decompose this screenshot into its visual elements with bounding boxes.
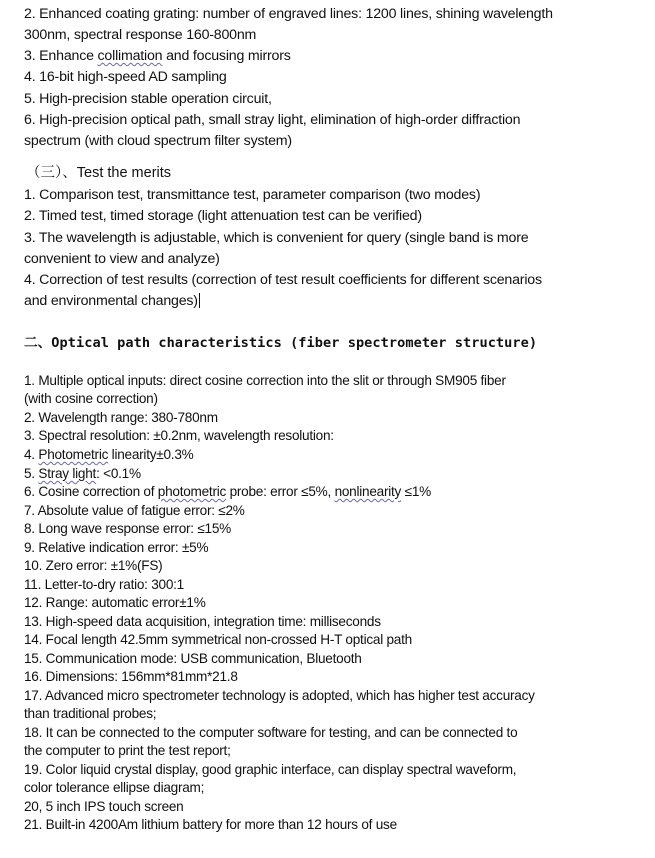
feature-line-6a: 6. High-precision optical path, small stray light, elimination of high-order diffraction bbox=[24, 112, 521, 128]
optical-line-18b: the computer to print the test report; bbox=[24, 743, 231, 758]
spellcheck-underlined-word: collimation bbox=[97, 48, 163, 64]
optical-heading: 二、Optical path characteristics (fiber spectrometer structure) bbox=[24, 335, 538, 351]
text-fragment: and environmental changes) bbox=[24, 293, 198, 309]
feature-line-6b: spectrum (with cloud spectrum filter system) bbox=[24, 133, 292, 149]
spellcheck-underlined-word: photometric bbox=[157, 484, 227, 499]
optical-line-2: 2. Wavelength range: 380-780nm bbox=[24, 410, 218, 425]
optical-line-14: 14. Focal length 42.5mm symmetrical non-crossed H-T optical path bbox=[24, 632, 412, 647]
optical-line-4 bbox=[24, 446, 193, 464]
merits-line-3b: convenient to view and analyze) bbox=[24, 251, 220, 267]
optical-line-18a: 18. It can be connected to the computer software for testing, and can be connected to bbox=[24, 725, 518, 740]
spellcheck-underlined-word: nonlinearity bbox=[334, 484, 402, 499]
text-fragment: and focusing mirrors bbox=[162, 48, 291, 64]
spellcheck-underlined-word: Stray light bbox=[38, 466, 97, 481]
text-fragment: 3. Enhance bbox=[24, 48, 98, 64]
optical-line-9: 9. Relative indication error: ±5% bbox=[24, 540, 209, 555]
optical-line-7: 7. Absolute value of fatigue error: ≤2% bbox=[24, 503, 245, 518]
text-fragment: 5. bbox=[24, 466, 39, 481]
optical-line-10: 10. Zero error: ±1%(FS) bbox=[24, 558, 163, 573]
feature-line-3 bbox=[24, 47, 291, 65]
optical-line-8: 8. Long wave response error: ≤15% bbox=[24, 521, 232, 536]
optical-line-19a: 19. Color liquid crystal display, good graphic interface, can display spectral waveform, bbox=[24, 762, 517, 777]
merits-line-4b[interactable] bbox=[24, 292, 200, 310]
text-fragment: : <0.1% bbox=[96, 466, 141, 481]
feature-line-2b: 300nm, spectral response 160-800nm bbox=[24, 27, 257, 43]
optical-line-17a: 17. Advanced micro spectrometer technology is adopted, which has higher test accuracy bbox=[24, 688, 535, 703]
optical-line-11: 11. Letter-to-dry ratio: 300:1 bbox=[24, 577, 184, 592]
optical-line-19b: color tolerance ellipse diagram; bbox=[24, 780, 205, 795]
merits-line-4a: 4. Correction of test results (correction of test result coefficients for different scenarios bbox=[24, 272, 542, 288]
optical-line-16: 16. Dimensions: 156mm*81mm*21.8 bbox=[24, 669, 238, 684]
spellcheck-underlined-word: Photometric bbox=[38, 447, 109, 462]
feature-line-4: 4. 16-bit high-speed AD sampling bbox=[24, 69, 227, 85]
optical-line-5 bbox=[24, 465, 141, 483]
optical-line-13: 13. High-speed data acquisition, integration time: milliseconds bbox=[24, 614, 381, 629]
text-cursor bbox=[199, 293, 200, 308]
optical-line-3: 3. Spectral resolution: ±0.2nm, wavelength resolution: bbox=[24, 428, 334, 443]
text-fragment: ≤1% bbox=[401, 484, 431, 499]
feature-line-5: 5. High-precision stable operation circuit, bbox=[24, 91, 272, 107]
optical-line-12: 12. Range: automatic error±1% bbox=[24, 595, 206, 610]
text-fragment: linearity±0.3% bbox=[108, 447, 194, 462]
text-fragment: 4. bbox=[24, 447, 39, 462]
text-fragment: probe: error ≤5%, bbox=[226, 484, 335, 499]
optical-line-20: 20, 5 inch IPS touch screen bbox=[24, 799, 184, 814]
optical-line-21: 21. Built-in 4200Am lithium battery for more than 12 hours of use bbox=[24, 817, 397, 832]
feature-line-2a: 2. Enhanced coating grating: number of engraved lines: 1200 lines, shining wavelength bbox=[24, 6, 553, 22]
optical-line-15: 15. Communication mode: USB communication, Bluetooth bbox=[24, 651, 362, 666]
optical-line-17b: than traditional probes; bbox=[24, 706, 157, 721]
optical-line-1a: 1. Multiple optical inputs: direct cosine correction into the slit or through SM905 fiber bbox=[24, 373, 506, 388]
text-fragment: 6. Cosine correction of bbox=[24, 484, 158, 499]
optical-line-1b: (with cosine correction) bbox=[24, 391, 158, 406]
optical-line-6 bbox=[24, 483, 431, 501]
merits-line-1: 1. Comparison test, transmittance test, parameter comparison (two modes) bbox=[24, 187, 481, 203]
merits-line-3a: 3. The wavelength is adjustable, which is convenient for query (single band is more bbox=[24, 230, 529, 246]
merits-line-2: 2. Timed test, timed storage (light attenuation test can be verified) bbox=[24, 208, 422, 224]
merits-heading: （三）、Test the merits bbox=[26, 165, 172, 181]
